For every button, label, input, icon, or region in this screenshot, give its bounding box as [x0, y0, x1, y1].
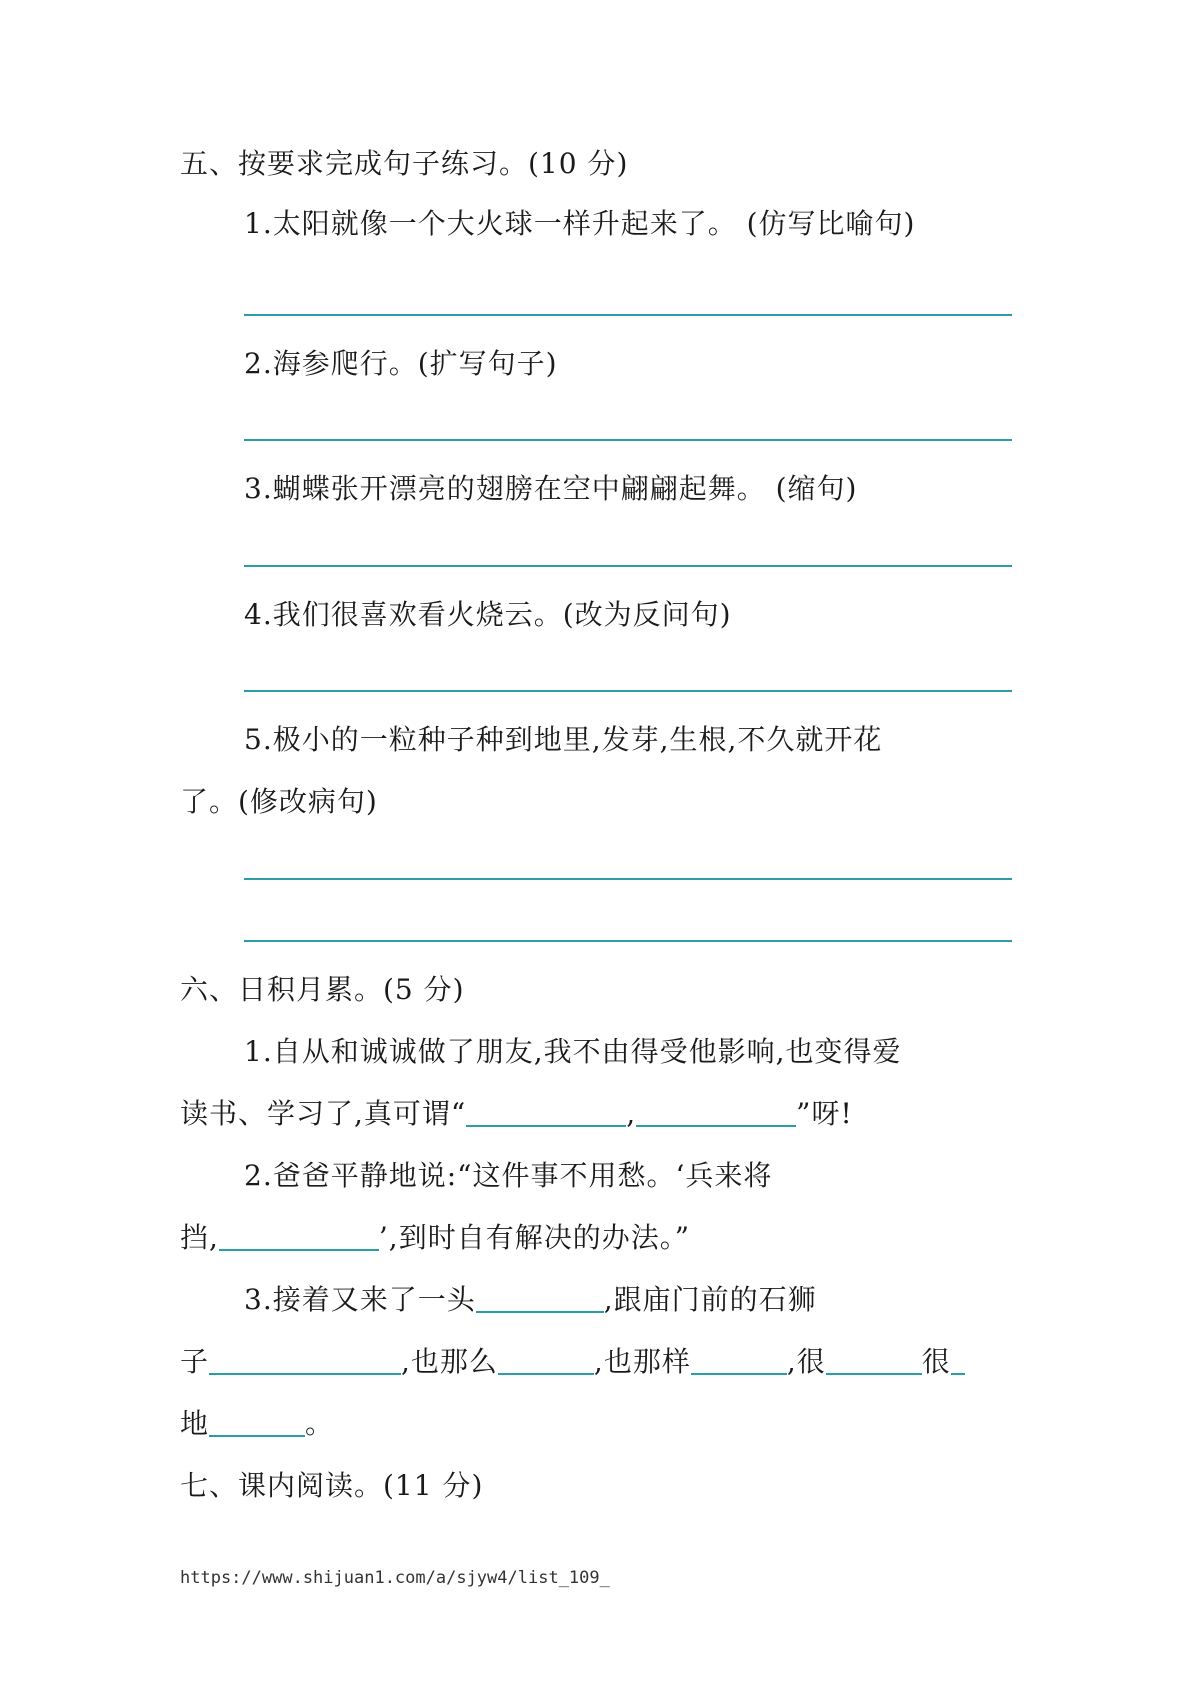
question-6-3-text-a: 3.接着又来了一头: [244, 1283, 476, 1316]
question-6-1-text-c: ”呀!: [796, 1097, 853, 1130]
question-6-3-text-i: 。: [305, 1407, 335, 1440]
fill-blank-6-3-c[interactable]: [498, 1343, 594, 1375]
answer-line-5-4[interactable]: [244, 690, 1012, 692]
question-6-2-line-1: 2.爸爸平静地说:“这件事不用愁。‘兵来将: [244, 1159, 773, 1192]
section-6-heading: 六、日积月累。(5 分): [180, 973, 465, 1006]
question-6-3-text-g: 很: [921, 1345, 951, 1378]
question-5-2: 2.海参爬行。(扩写句子): [244, 347, 558, 380]
question-5-4: 4.我们很喜欢看火烧云。(改为反问句): [244, 598, 732, 631]
fill-blank-6-3-f[interactable]: [951, 1343, 965, 1375]
question-5-1: 1.太阳就像一个大火球一样升起来了。 (仿写比喻句): [244, 207, 916, 240]
fill-blank-6-3-a[interactable]: [476, 1281, 604, 1313]
answer-line-5-1[interactable]: [244, 314, 1012, 316]
question-6-2-text-a: 挡,: [180, 1221, 219, 1254]
question-6-3-line-2: [180, 1342, 965, 1382]
fill-blank-6-1-b[interactable]: [636, 1095, 796, 1127]
fill-blank-6-1-a[interactable]: [466, 1095, 626, 1127]
question-6-1-text-a: 读书、学习了,真可谓“: [180, 1097, 467, 1130]
question-6-2-text-b: ’,到时自有解决的办法。”: [378, 1221, 691, 1254]
answer-line-5-3[interactable]: [244, 565, 1012, 567]
fill-blank-6-3-g[interactable]: [209, 1405, 305, 1437]
question-6-3-text-d: ,也那么: [401, 1345, 498, 1378]
fill-blank-6-2[interactable]: [219, 1219, 379, 1251]
question-6-3-line-3: [180, 1404, 334, 1444]
question-6-2-line-2: [180, 1218, 690, 1258]
question-6-1-line-2: [180, 1094, 853, 1134]
answer-line-5-5-b[interactable]: [244, 940, 1012, 942]
question-6-1-line-1: 1.自从和诚诚做了朋友,我不由得受他影响,也变得爱: [244, 1035, 902, 1068]
question-6-3-text-f: ,很: [786, 1345, 826, 1378]
question-5-5-line-2: 了。(修改病句): [180, 785, 378, 818]
question-5-5-line-1: 5.极小的一粒种子种到地里,发芽,生根,不久就开花: [244, 723, 883, 756]
fill-blank-6-3-d[interactable]: [691, 1343, 787, 1375]
fill-blank-6-3-b[interactable]: [209, 1343, 401, 1375]
question-6-3-text-b: ,跟庙门前的石狮: [603, 1283, 817, 1316]
fill-blank-6-3-e[interactable]: [826, 1343, 922, 1375]
section-7-heading: 七、课内阅读。(11 分): [180, 1469, 484, 1502]
question-6-3-text-h: 地: [180, 1407, 210, 1440]
answer-line-5-5-a[interactable]: [244, 878, 1012, 880]
question-5-3: 3.蝴蝶张开漂亮的翅膀在空中翩翩起舞。 (缩句): [244, 472, 858, 505]
question-6-3-line-1: [244, 1280, 817, 1320]
question-6-3-text-e: ,也那样: [593, 1345, 691, 1378]
footer-url: https://www.shijuan1.com/a/sjyw4/list_109_: [180, 1568, 610, 1588]
question-6-1-text-b: ,: [626, 1097, 637, 1130]
section-5-heading: 五、按要求完成句子练习。(10 分): [180, 147, 629, 180]
question-6-3-text-c: 子: [180, 1345, 210, 1378]
answer-line-5-2[interactable]: [244, 439, 1012, 441]
